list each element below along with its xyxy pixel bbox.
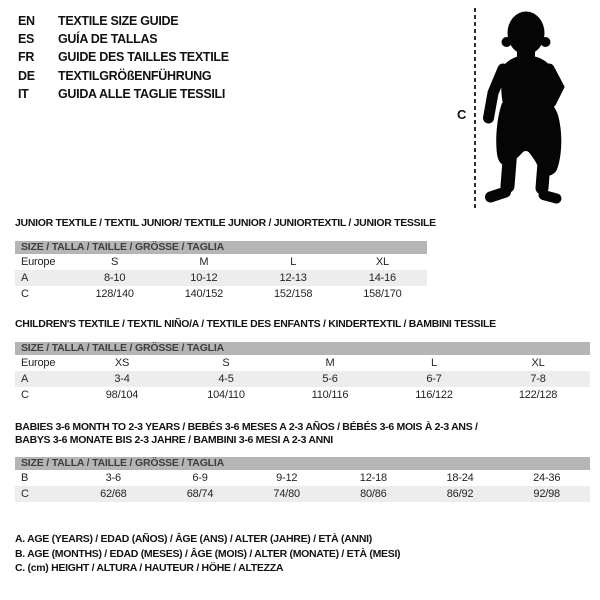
language-row [18, 12, 229, 30]
size-cell: 74/80 [273, 488, 300, 500]
size-cell: 140/152 [184, 288, 224, 300]
table-title-line: JUNIOR TEXTILE / TEXTIL JUNIOR/ TEXTILE JUNIOR / JUNIORTEXTIL / JUNIOR TESSILE [15, 217, 436, 229]
size-cell: 6-9 [192, 472, 208, 484]
size-cell: S [222, 357, 230, 369]
size-cell: 68/74 [186, 488, 214, 500]
row-label: C [21, 288, 29, 300]
size-table-junior [15, 217, 436, 302]
row-label: A [21, 272, 29, 284]
language-name: TEXTILGRÖßENFÜHRUNG [58, 68, 212, 83]
size-cell: 110/116 [311, 389, 349, 401]
size-cell: 8-10 [104, 272, 126, 284]
size-cell: 4-5 [218, 373, 234, 385]
language-list [18, 12, 229, 103]
size-cell: 6-7 [426, 373, 442, 385]
size-cell: 122/128 [518, 389, 558, 401]
table-title-line: CHILDREN'S TEXTILE / TEXTIL NIÑO/A / TEXTILE DES ENFANTS / KINDERTEXTIL / BAMBINI TESSILE [15, 318, 496, 330]
size-cell: 24-36 [533, 472, 561, 484]
height-measure-label: C [457, 107, 467, 122]
table-row [15, 486, 590, 502]
size-cell: 158/170 [363, 288, 402, 300]
language-row [18, 67, 229, 85]
table-row [15, 270, 427, 286]
size-cell: 116/122 [415, 389, 453, 401]
language-code: DE [18, 68, 35, 83]
size-cell: 5-6 [322, 373, 338, 385]
size-cell: 12-18 [359, 472, 387, 484]
table-row [15, 371, 590, 387]
size-header-bar: SIZE / TALLA / TAILLE / GRÖSSE / TAGLIA [15, 241, 427, 254]
language-code: FR [18, 50, 35, 65]
size-cell: XS [114, 357, 130, 369]
size-header-bar: SIZE / TALLA / TAILLE / GRÖSSE / TAGLIA [15, 342, 590, 355]
size-cell: 104/110 [207, 389, 245, 401]
size-table-children [15, 318, 590, 403]
size-cell: 18-24 [446, 472, 474, 484]
size-cell: XL [375, 256, 389, 268]
language-name: GUIDA ALLE TAGLIE TESSILI [58, 86, 226, 101]
row-label: Europe [21, 357, 56, 369]
language-row [18, 48, 229, 66]
size-cell: S [111, 256, 119, 268]
table-row [15, 470, 590, 486]
size-cell: 3-4 [114, 373, 130, 385]
size-cell: XL [531, 357, 545, 369]
size-cell: 128/140 [95, 288, 134, 300]
table-row [15, 355, 590, 371]
size-cell: 14-16 [368, 272, 396, 284]
size-cell: M [199, 256, 209, 268]
size-cell: 86/92 [446, 488, 474, 500]
height-measure-dashed-line [474, 8, 476, 208]
language-row [18, 85, 229, 103]
size-cell: 62/68 [100, 488, 127, 500]
footnote-line: A. AGE (YEARS) / EDAD (AÑOS) / ÂGE (ANS) / ALTER (JAHRE) / ETÀ (ANNI) [15, 533, 372, 545]
table-row [15, 254, 427, 270]
table-title [15, 318, 590, 331]
size-cell: 9-12 [276, 472, 298, 484]
language-name: GUÍA DE TALLAS [58, 32, 158, 47]
row-label: B [21, 472, 29, 484]
footnotes [15, 532, 400, 576]
language-row [18, 30, 229, 48]
size-cell: L [431, 357, 437, 369]
footnote-line: C. (cm) HEIGHT / ALTURA / HAUTEUR / HÖHE / ALTEZZA [15, 562, 284, 575]
language-code: EN [18, 14, 35, 28]
row-label: C [21, 488, 29, 500]
size-cell: 98/104 [105, 389, 139, 401]
row-label: Europe [21, 256, 56, 268]
language-name: GUIDE DES TAILLES TEXTILE [58, 50, 229, 65]
size-cell: M [325, 357, 335, 369]
table-row [15, 387, 590, 403]
table-title-line: BABIES 3-6 MONTH TO 2-3 YEARS / BEBÉS 3-6 MESES A 2-3 AÑOS / BÉBÉS 3-6 MOIS À 2-3 ANS / [15, 421, 478, 433]
size-cell: 3-6 [105, 472, 121, 484]
size-cell: L [290, 256, 297, 268]
size-cell: 80/86 [360, 488, 387, 500]
table-title [15, 421, 590, 447]
size-cell: 152/158 [273, 288, 313, 300]
size-cell: 7-8 [530, 373, 546, 385]
size-cell: 92/98 [533, 488, 560, 500]
size-table-babies [15, 421, 590, 502]
size-cell: 10-12 [190, 272, 218, 284]
row-label: C [21, 389, 29, 401]
table-title-line: BABYS 3-6 MONATE BIS 2-3 JAHRE / BAMBINI 3-6 MESI A 2-3 ANNI [15, 434, 333, 446]
language-code: ES [18, 32, 35, 47]
table-row [15, 286, 427, 302]
baby-silhouette-icon [478, 7, 568, 207]
row-label: A [21, 373, 29, 385]
language-name: TEXTILE SIZE GUIDE [58, 14, 179, 28]
size-cell: 12-13 [279, 272, 307, 284]
table-title [15, 217, 436, 230]
language-code: IT [18, 86, 29, 101]
size-header-bar: SIZE / TALLA / TAILLE / GRÖSSE / TAGLIA [15, 457, 590, 470]
footnote-line: B. AGE (MONTHS) / EDAD (MESES) / ÂGE (MOIS) / ALTER (MONATE) / ETÀ (MESI) [15, 547, 401, 560]
